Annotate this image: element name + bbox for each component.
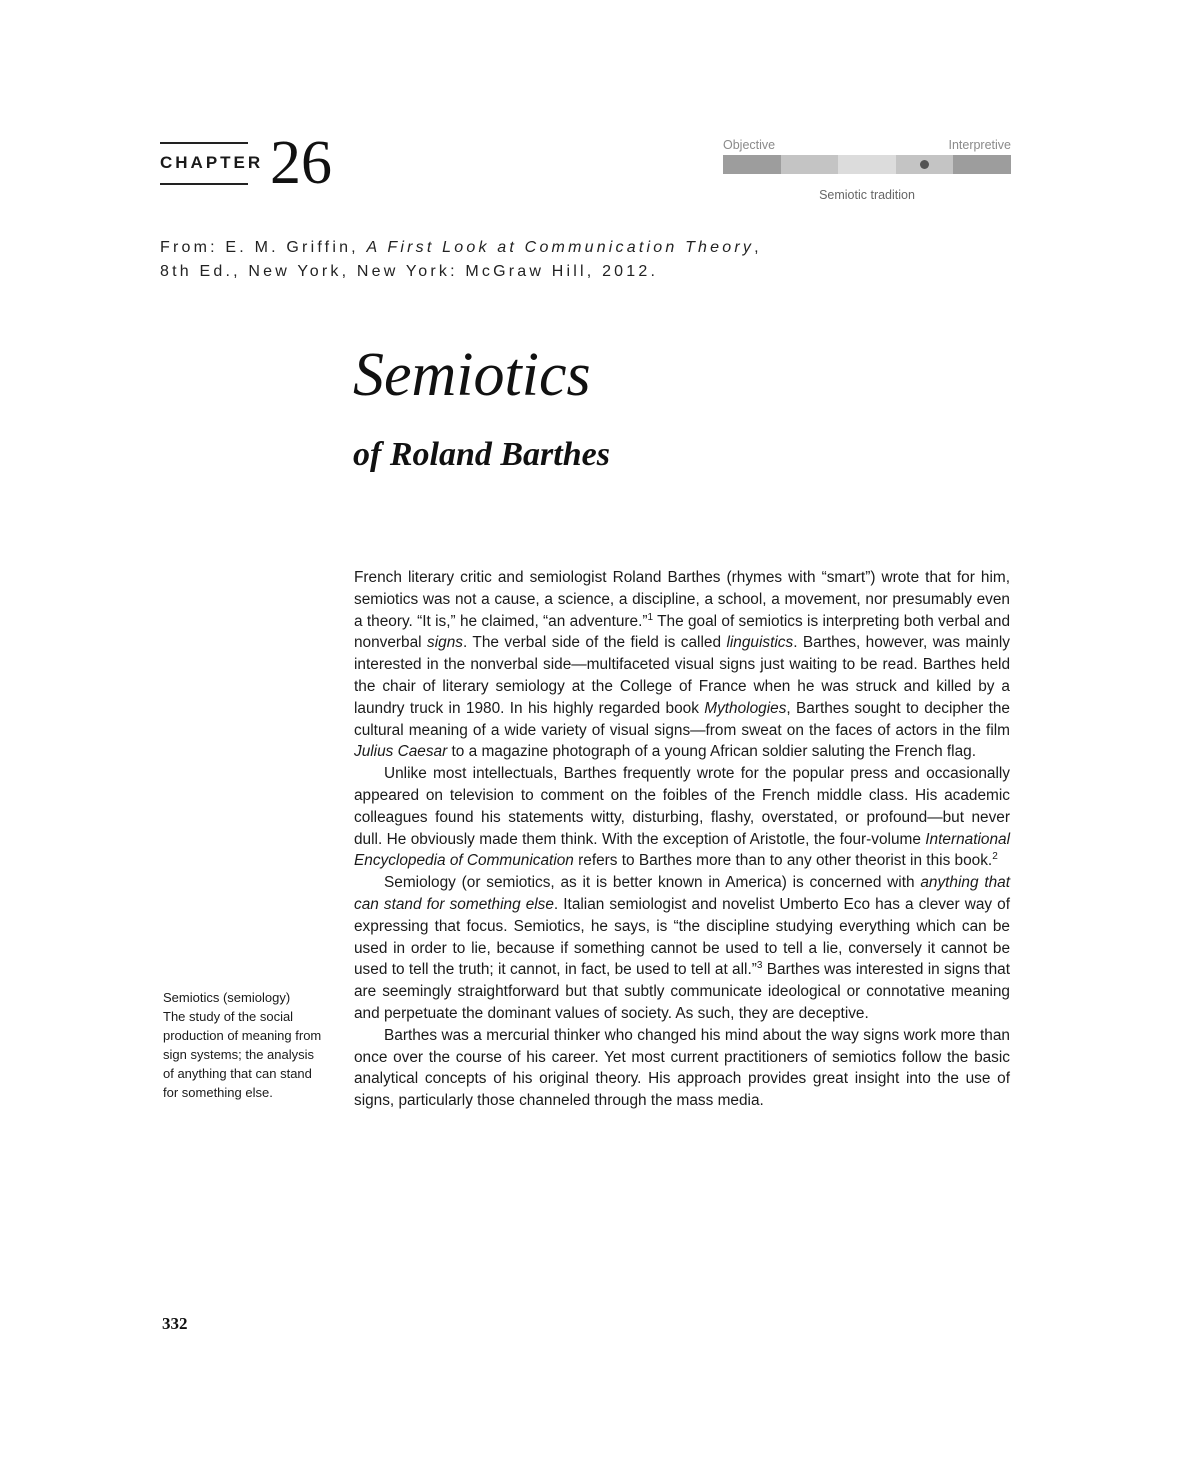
margin-definition: [163, 988, 325, 1102]
footnote-ref: 1: [647, 611, 654, 623]
chapter-label: CHAPTER: [160, 142, 248, 185]
scale-caption: Semiotic tradition: [819, 188, 915, 202]
footnote-ref: 2: [992, 851, 998, 863]
chapter-title: Semiotics: [353, 341, 591, 409]
page-number: 332: [162, 1314, 188, 1333]
body-text: [354, 567, 1010, 1112]
paragraph: Semiology (or semiotics, as it is better known in America) is concerned with anything that can stand for something else. Italian semiologist and novelist Umberto Eco has a clever way of expressing that focus. Semiotics, he says, is “the discipline studying everything which can be used in order to lie, because if something cannot be used to tell a lie, conversely it cannot be used to tell the truth; it cannot, in fact, be used to tell at all.”$^3$ Barthes was interested in signs that are seemingly straightforward but that subtly communicate ideological or connotative meaning and perpetuate the dominant values of society. As such, they are deceptive.: [354, 874, 1010, 1022]
scale-segment: [953, 155, 1011, 174]
chapter-number: 26: [270, 129, 332, 197]
scale-segment: [781, 155, 839, 174]
margin-term: Semiotics (semiology): [163, 990, 291, 1005]
margin-definition-text: The study of the social production of meaning from sign systems; the analysis of anything that can stand for something else.: [163, 1009, 322, 1100]
scale-bar: [723, 155, 1011, 174]
scale-left-label: Objective: [723, 138, 776, 152]
source-publication: 8th Ed., New York, New York: McGraw Hill, 2012.: [160, 263, 659, 280]
footnote-ref: 3: [756, 960, 763, 972]
paragraph: Barthes was a mercurial thinker who changed his mind about the way signs work more than once over the course of his career. Yet most current practitioners of semiotics follow the basic analytical concepts of his original theory. His approach provides great insight into the use of signs, particularly those channeled through the mass media.: [354, 1026, 1010, 1110]
paragraph: Unlike most intellectuals, Barthes frequently wrote for the popular press and occasionally appeared on television to comment on the foibles of the French middle class. His academic colleagues found his statements witty, disturbing, flashy, overstated, or profound—but never dull. He obviously made them think. With the exception of Aristotle, the four-volume International Encyclopedia of Communication refers to Barthes more than to any other theorist in this book.$^2$: [354, 765, 1010, 870]
chapter-heading: [160, 129, 350, 198]
source-suffix: ,: [754, 239, 762, 256]
source-prefix: From: E. M. Griffin,: [160, 239, 359, 256]
scale-right-label: Interpretive: [948, 138, 1011, 152]
source-book-title: A First Look at Communication Theory: [366, 239, 755, 256]
tradition-scale: [723, 138, 1011, 202]
scale-segment: [723, 155, 781, 174]
scale-segment: [838, 155, 896, 174]
source-citation: [160, 236, 860, 284]
paragraph: French literary critic and semiologist Roland Barthes (rhymes with “smart”) wrote that for him, semiotics was not a cause, a science, a discipline, a school, a movement, nor presumably even a theory. “It is,” he claimed, “an adventure.”$^1$ The goal of semiotics is interpreting both verbal and nonverbal signs. The verbal side of the field is called linguistics. Barthes, however, was mainly interested in the nonverbal side—multifaceted visual signs just waiting to be read. Barthes held the chair of literary semiology at the College of France when he was struck and killed by a laundry truck in 1980. In his highly regarded book Mythologies, Barthes sought to decipher the cultural meaning of a wide variety of visual signs—from sweat on the faces of actors in the film Julius Caesar to a magazine photograph of a young African soldier saluting the French flag.: [354, 569, 1011, 761]
chapter-subtitle: of Roland Barthes: [353, 436, 610, 473]
